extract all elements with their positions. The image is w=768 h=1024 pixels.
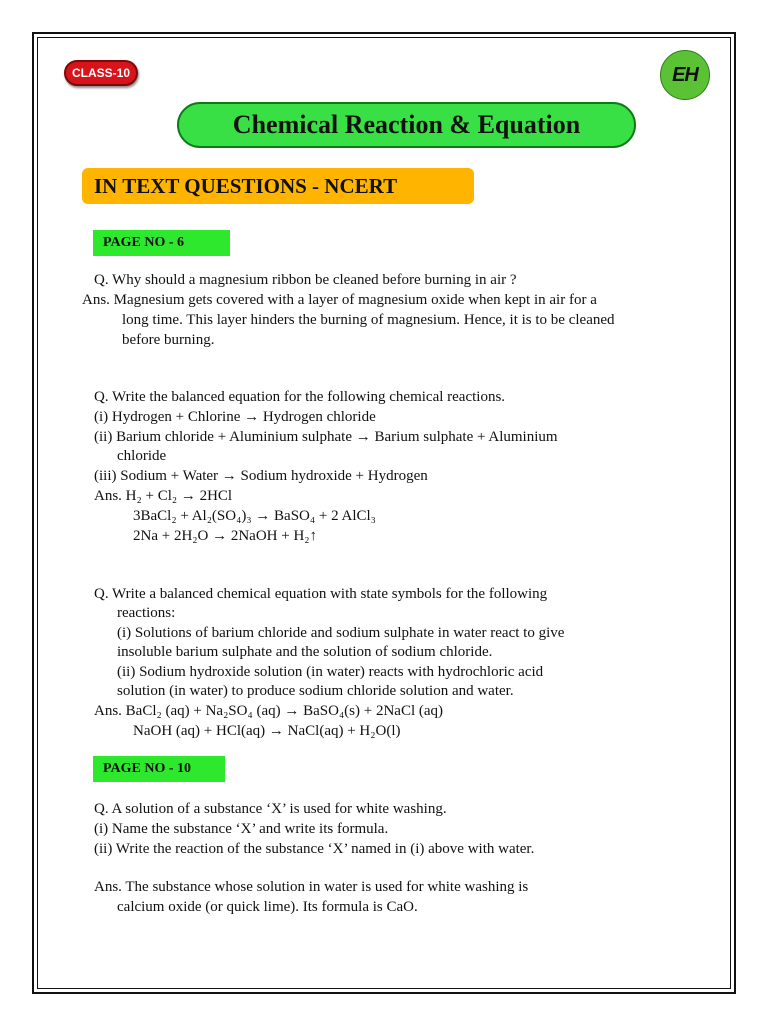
answer-text: 2Na + 2H₂O → 2NaOH + H₂↑ bbox=[133, 528, 318, 544]
question-text: reactions: bbox=[117, 605, 176, 621]
question-text: (ii) Barium chloride + Aluminium sulphate → Barium sulphate + Aluminium bbox=[94, 429, 558, 445]
page-label-6: PAGE NO - 6 bbox=[93, 230, 230, 256]
answer-text: NaOH (aq) + HCl(aq) → NaCl(aq) + H₂O(l) bbox=[133, 723, 401, 739]
answer-text: Ans. Magnesium gets covered with a layer of magnesium oxide when kept in air for a bbox=[82, 292, 597, 308]
answer-text: Ans. BaCl₂ (aq) + Na₂SO₄ (aq) → BaSO₄(s) + 2NaCl (aq) bbox=[94, 703, 444, 719]
answer-text: Ans. H₂ + Cl₂ → 2HCl bbox=[94, 488, 233, 504]
page-title: Chemical Reaction & Equation bbox=[177, 102, 636, 148]
question-text: chloride bbox=[117, 448, 167, 464]
section-banner: IN TEXT QUESTIONS - NCERT bbox=[82, 168, 474, 204]
question-text: Q. Write the balanced equation for the following chemical reactions. bbox=[94, 389, 506, 405]
question-text: Q. Write a balanced chemical equation with state symbols for the following bbox=[94, 586, 548, 602]
question-text: (ii) Write the reaction of the substance ‘X’ named in (i) above with water. bbox=[94, 841, 535, 857]
question-text: insoluble barium sulphate and the solution of sodium chloride. bbox=[117, 644, 493, 660]
question-text: Q. Why should a magnesium ribbon be cleaned before burning in air ? bbox=[94, 272, 517, 288]
answer-text: Ans. The substance whose solution in water is used for white washing is bbox=[94, 879, 529, 895]
question-text: (i) Name the substance ‘X’ and write its formula. bbox=[94, 821, 389, 837]
brand-logo bbox=[660, 50, 710, 100]
question-text: (i) Hydrogen + Chlorine → Hydrogen chloride bbox=[94, 409, 376, 425]
logo-text: EH bbox=[672, 63, 698, 86]
class-badge: CLASS-10 bbox=[64, 60, 138, 86]
answer-text: 3BaCl₂ + Al₂(SO₄)₃ → BaSO₄ + 2 AlCl₃ bbox=[133, 508, 376, 524]
question-text: solution (in water) to produce sodium chloride solution and water. bbox=[117, 683, 514, 699]
question-text: (ii) Sodium hydroxide solution (in water) reacts with hydrochloric acid bbox=[117, 664, 544, 680]
question-text: (i) Solutions of barium chloride and sodium sulphate in water react to give bbox=[117, 625, 565, 641]
answer-text: calcium oxide (or quick lime). Its formula is CaO. bbox=[117, 899, 418, 915]
question-text: Q. A solution of a substance ‘X’ is used for white washing. bbox=[94, 801, 447, 817]
page-label-10: PAGE NO - 10 bbox=[93, 756, 225, 782]
answer-text: long time. This layer hinders the burning of magnesium. Hence, it is to be cleaned bbox=[122, 312, 615, 328]
question-text: (iii) Sodium + Water → Sodium hydroxide + Hydrogen bbox=[94, 468, 428, 484]
answer-text: before burning. bbox=[122, 332, 215, 348]
